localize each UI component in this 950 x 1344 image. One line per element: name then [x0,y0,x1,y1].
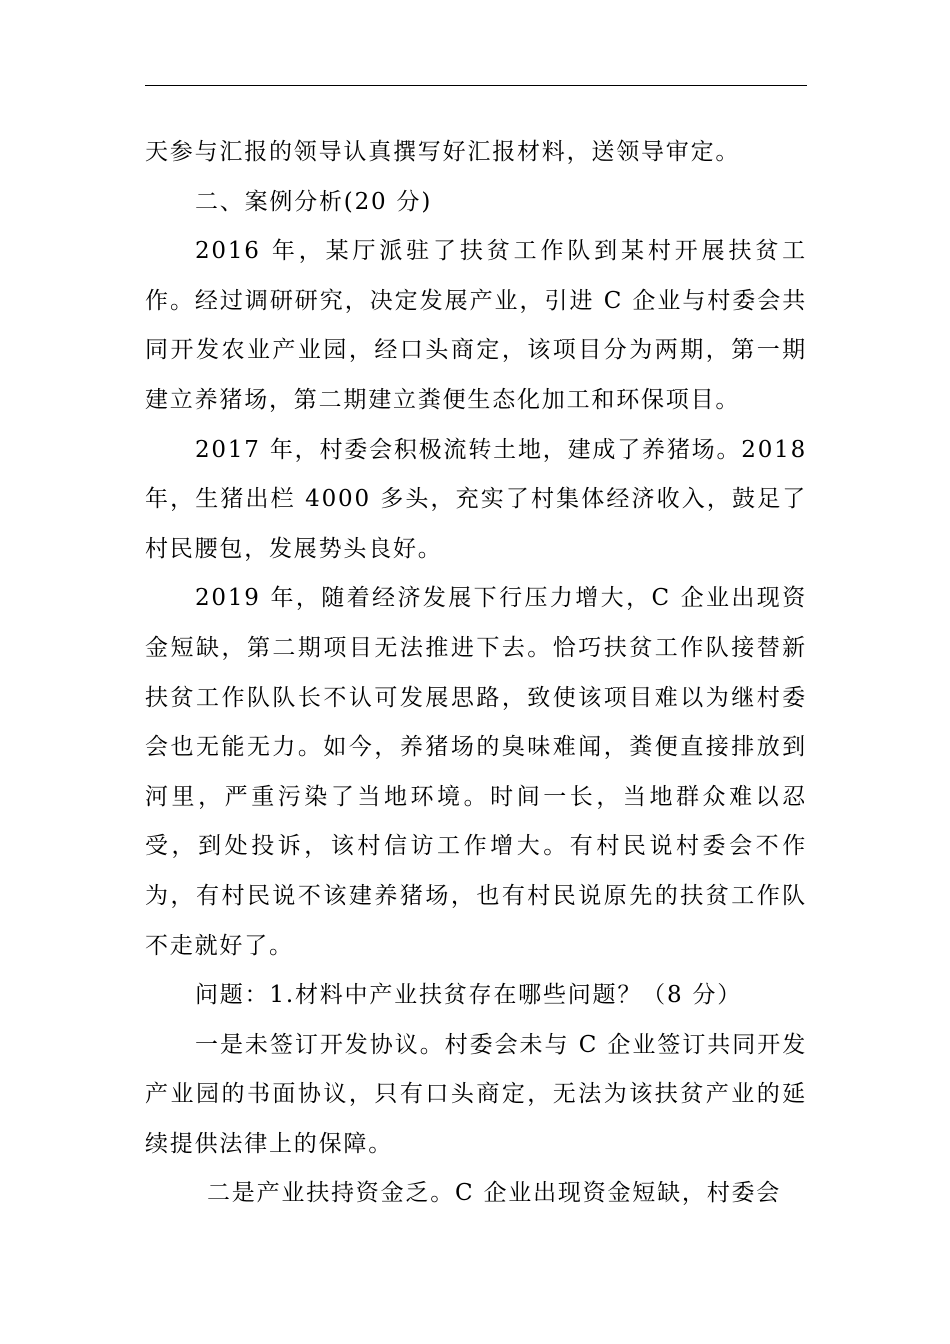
answer-point-1: 一是未签订开发协议。村委会未与 C 企业签订共同开发产业园的书面协议，只有口头商定，无法为该扶贫产业的延续提供法律上的保障。 [145,1031,807,1157]
header-rule [145,85,807,86]
paragraph-2016: 2016 年，某厅派驻了扶贫工作队到某村开展扶贫工作。经过调研研究，决定发展产业，引进 C 企业与村委会共同开发农业产业园，经口头商定，该项目分为两期，第一期建立养猪场，第二期建立粪便生态化加工和环保项目。 [145,238,807,413]
paragraph-2019: 2019 年，随着经济发展下行压力增大，C 企业出现资金短缺，第二期项目无法推进下去。恰巧扶贫工作队接替新扶贫工作队队长不认可发展思路，致使该项目难以为继村委会也无能无力。如今，养猪场的臭味难闻，粪便直接排放到河里，严重污染了当地环境。时间一长，当地群众难以忍受，到处投诉，该村信访工作增大。有村民说村委会不作为，有村民说不该建养猪场，也有村民说原先的扶贫工作队不走就好了。 [145,585,807,959]
question-1: 问题：1.材料中产业扶贫存在哪些问题？（8 分） [195,982,743,1009]
paragraph-continuation: 天参与汇报的领导认真撰写好汇报材料，送领导审定。 [145,139,741,165]
section-heading-case-analysis: 二、案例分析(20 分) [195,188,433,215]
paragraph-2017: 2017 年，村委会积极流转土地，建成了养猪场。2018 年，生猪出栏 4000 多头，充实了村集体经济收入，鼓足了村民腰包，发展势头良好。 [145,436,807,562]
answer-point-2: 二是产业扶持资金乏。C 企业出现资金短缺，村委会 [207,1180,782,1207]
document-body [145,128,807,1219]
